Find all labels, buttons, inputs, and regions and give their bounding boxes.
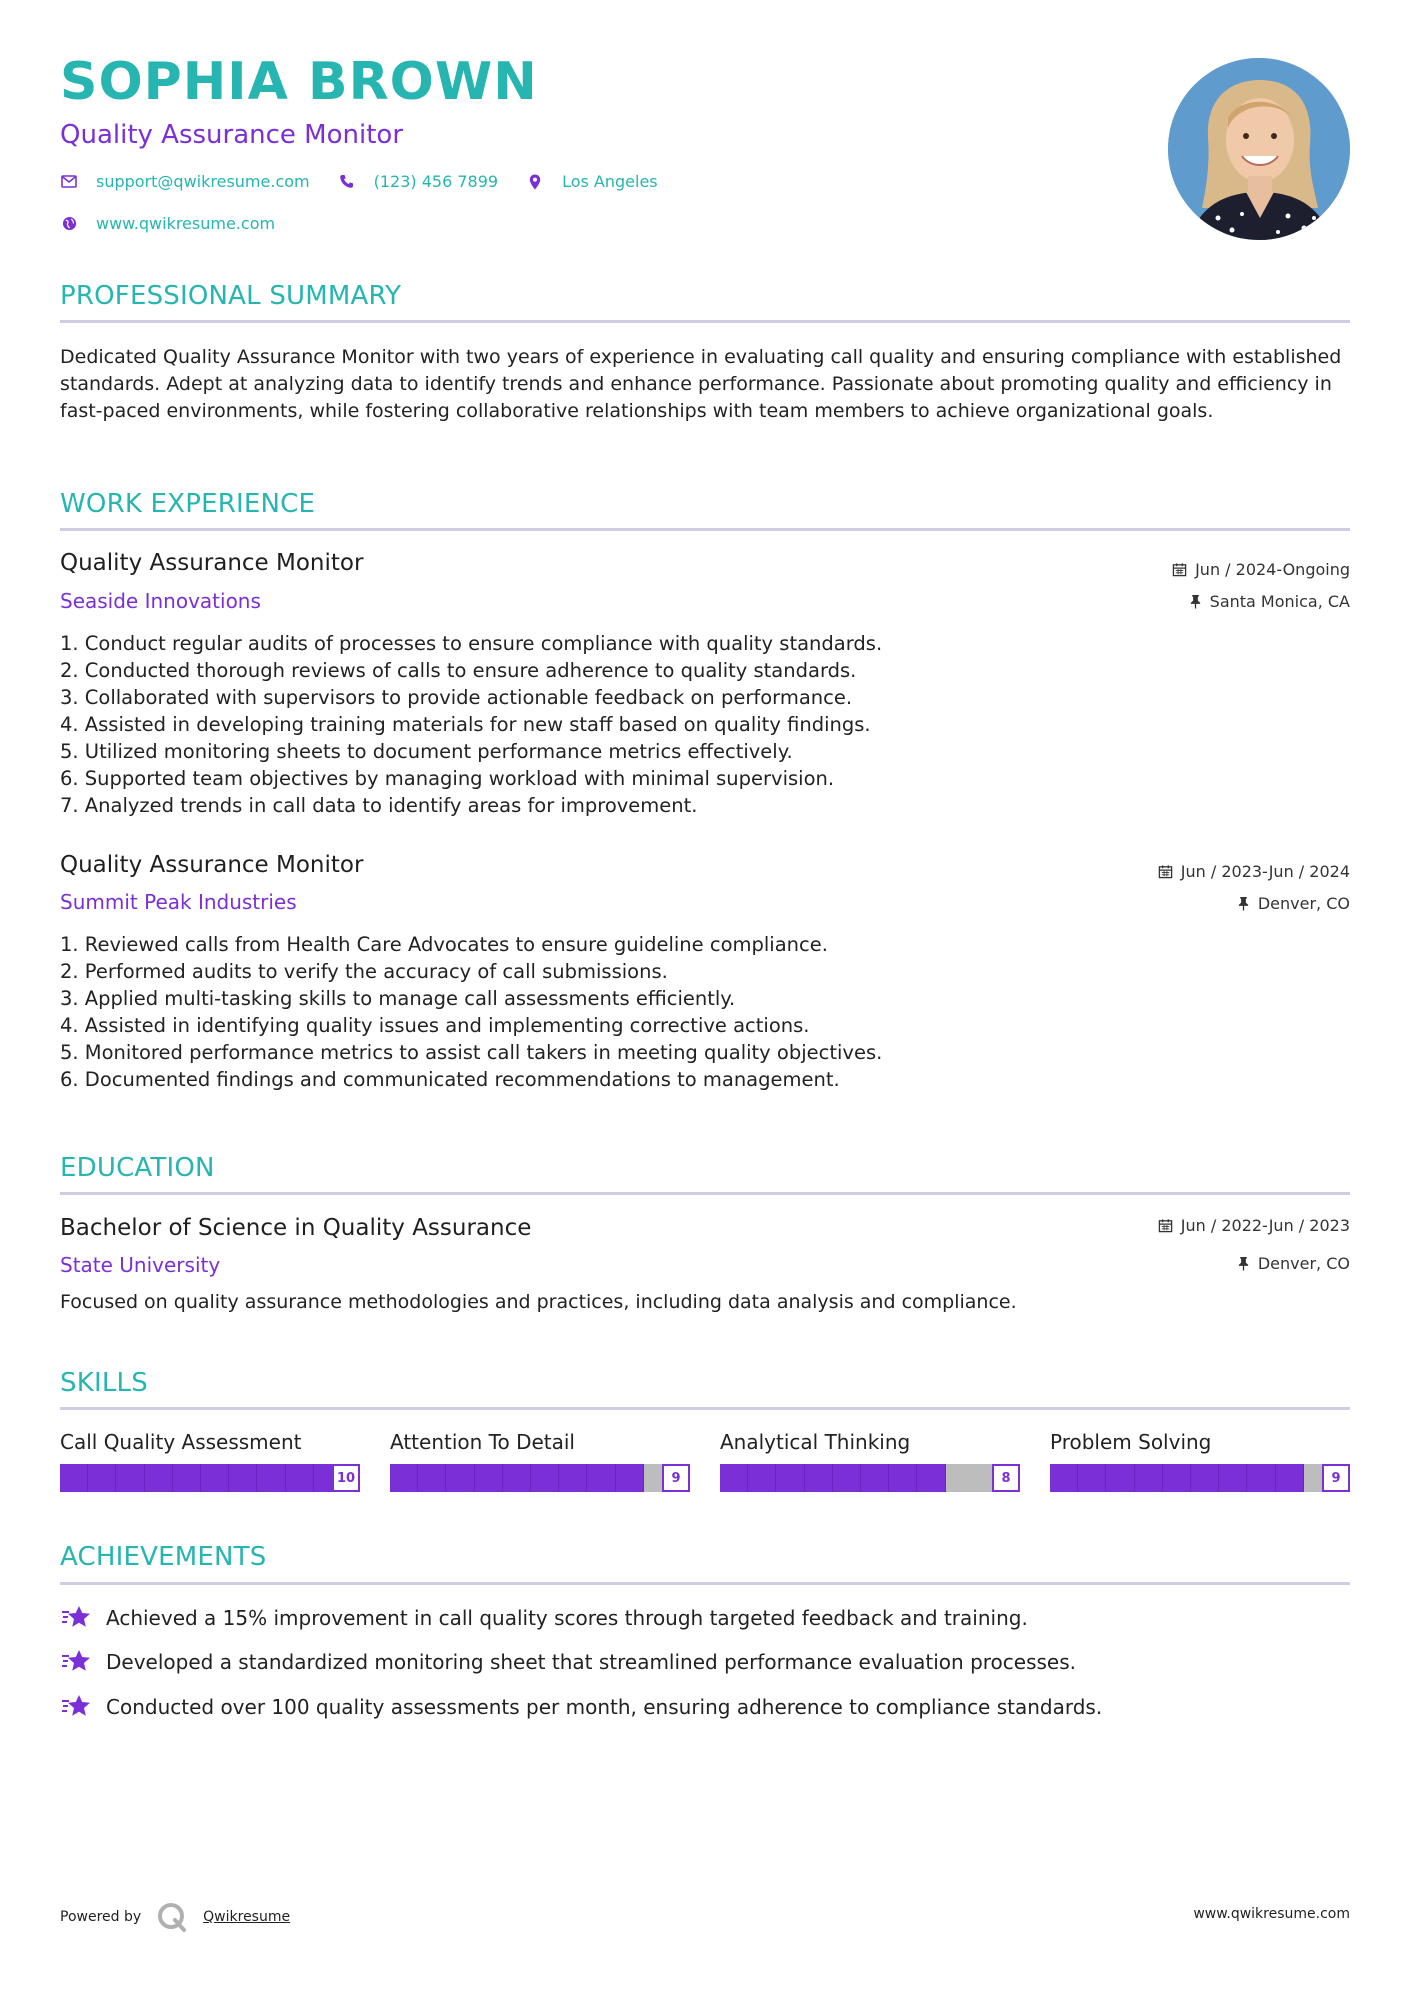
list-item: 2. Performed audits to verify the accuracy of call submissions. bbox=[60, 960, 668, 983]
list-item: 2. Conducted thorough reviews of calls to ensure adherence to quality standards. bbox=[60, 659, 857, 682]
skill-segment bbox=[861, 1464, 889, 1492]
skill-name: Call Quality Assessment bbox=[60, 1430, 302, 1454]
skill-score: 9 bbox=[662, 1464, 690, 1492]
list-item: 7. Analyzed trends in call data to identify areas for improvement. bbox=[60, 794, 698, 817]
skill-item bbox=[60, 1430, 360, 1492]
powered-by-text: Powered by bbox=[60, 1909, 142, 1925]
achievement-item bbox=[60, 1604, 1028, 1632]
skill-segment bbox=[616, 1464, 644, 1492]
education-description: Focused on quality assurance methodologies and practices, including data analysis and compliance. bbox=[60, 1291, 1017, 1313]
skill-segment bbox=[229, 1464, 257, 1492]
skill-segment bbox=[1219, 1464, 1247, 1492]
skill-segment bbox=[531, 1464, 559, 1492]
skill-segment bbox=[1276, 1464, 1304, 1492]
job-date bbox=[1158, 862, 1350, 881]
achievement-item bbox=[60, 1693, 1102, 1721]
job-location bbox=[1189, 592, 1350, 611]
phone-text: (123) 456 7899 bbox=[373, 172, 499, 191]
education-location-text: Denver, CO bbox=[1257, 1254, 1350, 1273]
section-divider bbox=[60, 320, 1350, 323]
pushpin-icon bbox=[1237, 896, 1250, 911]
skill-segment bbox=[173, 1464, 201, 1492]
achievement-text: Developed a standardized monitoring sheet that streamlined performance evaluation processes. bbox=[106, 1650, 1077, 1674]
list-item: 4. Assisted in developing training materials for new staff based on quality findings. bbox=[60, 713, 871, 736]
skill-item bbox=[1050, 1430, 1350, 1492]
summary-text: Dedicated Quality Assurance Monitor with two years of experience in evaluating call quality and ensuring compliance with established standards. Adept at analyzing data to identify trends and enhance performance. Passionate about promoting quality and efficiency in fast-paced environments, while fostering collaborative relationships with team members to achieve organizational goals. bbox=[60, 346, 1342, 422]
skill-segment bbox=[1247, 1464, 1275, 1492]
star-icon bbox=[60, 1604, 92, 1632]
section-divider bbox=[60, 1407, 1350, 1410]
website-text: www.qwikresume.com bbox=[96, 214, 276, 233]
location-text: Los Angeles bbox=[562, 172, 658, 191]
skill-segment bbox=[201, 1464, 229, 1492]
skill-segment bbox=[748, 1464, 776, 1492]
skill-level-bar bbox=[60, 1464, 360, 1492]
skill-segment bbox=[145, 1464, 173, 1492]
list-item: 5. Utilized monitoring sheets to document performance metrics effectively. bbox=[60, 740, 793, 763]
skill-name: Analytical Thinking bbox=[720, 1430, 911, 1454]
profile-photo bbox=[1168, 58, 1350, 240]
contact-row bbox=[60, 172, 686, 191]
list-item: 1. Reviewed calls from Health Care Advocates to ensure guideline compliance. bbox=[60, 933, 828, 956]
job-title: Quality Assurance Monitor bbox=[60, 550, 364, 576]
skill-level-bar bbox=[390, 1464, 690, 1492]
contact-row-2 bbox=[60, 214, 303, 233]
skill-name: Attention To Detail bbox=[390, 1430, 575, 1454]
skill-segment bbox=[559, 1464, 587, 1492]
job-date-text: Jun / 2023-Jun / 2024 bbox=[1180, 862, 1350, 881]
contact-phone[interactable] bbox=[338, 172, 498, 191]
section-divider bbox=[60, 1582, 1350, 1585]
education-date bbox=[1158, 1216, 1350, 1235]
job-bullets bbox=[60, 931, 882, 1093]
skill-level-bar bbox=[1050, 1464, 1350, 1492]
list-item: 5. Monitored performance metrics to assist call takers in meeting quality objectives. bbox=[60, 1041, 883, 1064]
section-title-skills: SKILLS bbox=[60, 1368, 148, 1398]
qwikresume-logo-icon bbox=[155, 1900, 189, 1934]
skill-level-bar bbox=[720, 1464, 1020, 1492]
company-name: Summit Peak Industries bbox=[60, 890, 297, 914]
footer-branding bbox=[60, 1900, 290, 1934]
skill-segment bbox=[587, 1464, 615, 1492]
section-title-summary: PROFESSIONAL SUMMARY bbox=[60, 281, 402, 311]
list-item: 4. Assisted in identifying quality issues and implementing corrective actions. bbox=[60, 1014, 810, 1037]
achievement-text: Conducted over 100 quality assessments per month, ensuring adherence to compliance standards. bbox=[106, 1695, 1103, 1719]
company-name: Seaside Innovations bbox=[60, 589, 261, 613]
skill-segment bbox=[1135, 1464, 1163, 1492]
skill-segment bbox=[720, 1464, 748, 1492]
school-name: State University bbox=[60, 1253, 221, 1277]
skill-item bbox=[720, 1430, 1020, 1492]
job-date-text: Jun / 2024-Ongoing bbox=[1195, 560, 1350, 579]
calendar-icon bbox=[1172, 562, 1187, 577]
list-item: 1. Conduct regular audits of processes to ensure compliance with quality standards. bbox=[60, 632, 883, 655]
section-title-achievements: ACHIEVEMENTS bbox=[60, 1542, 267, 1572]
skill-segment bbox=[286, 1464, 314, 1492]
list-item: 6. Supported team objectives by managing workload with minimal supervision. bbox=[60, 767, 835, 790]
job-title: Quality Assurance Monitor bbox=[60, 852, 364, 878]
candidate-name: SOPHIA BROWN bbox=[60, 52, 538, 112]
education-date-text: Jun / 2022-Jun / 2023 bbox=[1180, 1216, 1350, 1235]
pushpin-icon bbox=[1237, 1256, 1250, 1271]
skill-segment bbox=[776, 1464, 804, 1492]
skill-segment bbox=[446, 1464, 474, 1492]
mail-icon bbox=[60, 173, 78, 191]
skill-segment bbox=[418, 1464, 446, 1492]
skill-score: 9 bbox=[1322, 1464, 1350, 1492]
achievement-item bbox=[60, 1648, 1076, 1676]
email-text: support@qwikresume.com bbox=[96, 172, 310, 191]
job-location-text: Santa Monica, CA bbox=[1209, 592, 1350, 611]
list-item: 6. Documented findings and communicated recommendations to management. bbox=[60, 1068, 840, 1091]
footer-url[interactable]: www.qwikresume.com bbox=[1193, 1906, 1350, 1922]
skill-segment bbox=[257, 1464, 285, 1492]
section-title-education: EDUCATION bbox=[60, 1153, 215, 1183]
skill-segment bbox=[1078, 1464, 1106, 1492]
globe-icon bbox=[60, 215, 78, 233]
skill-segment bbox=[88, 1464, 116, 1492]
job-bullets bbox=[60, 630, 882, 819]
degree-title: Bachelor of Science in Quality Assurance bbox=[60, 1215, 532, 1241]
skill-segment bbox=[1106, 1464, 1134, 1492]
section-divider bbox=[60, 1192, 1350, 1195]
job-location bbox=[1237, 894, 1350, 913]
calendar-icon bbox=[1158, 864, 1173, 879]
skill-segment bbox=[503, 1464, 531, 1492]
list-item: 3. Collaborated with supervisors to provide actionable feedback on performance. bbox=[60, 686, 853, 709]
map-pin-icon bbox=[526, 173, 544, 191]
skill-segment bbox=[1191, 1464, 1219, 1492]
star-icon bbox=[60, 1648, 92, 1676]
skill-segment bbox=[116, 1464, 144, 1492]
skill-segment bbox=[917, 1464, 945, 1492]
qwikresume-link[interactable]: Qwikresume bbox=[203, 1909, 291, 1925]
skill-item bbox=[390, 1430, 690, 1492]
section-title-experience: WORK EXPERIENCE bbox=[60, 489, 316, 519]
skill-segment bbox=[390, 1464, 418, 1492]
skill-name: Problem Solving bbox=[1050, 1430, 1212, 1454]
contact-location bbox=[526, 172, 658, 191]
skill-segment bbox=[1050, 1464, 1078, 1492]
skill-segment bbox=[946, 1464, 973, 1492]
skill-score: 8 bbox=[992, 1464, 1020, 1492]
phone-icon bbox=[338, 173, 356, 191]
list-item: 3. Applied multi-tasking skills to manage call assessments efficiently. bbox=[60, 987, 736, 1010]
pushpin-icon bbox=[1189, 594, 1202, 609]
candidate-role: Quality Assurance Monitor bbox=[60, 120, 404, 150]
skill-segment bbox=[889, 1464, 917, 1492]
calendar-icon bbox=[1158, 1218, 1173, 1233]
achievement-text: Achieved a 15% improvement in call quality scores through targeted feedback and training. bbox=[106, 1606, 1028, 1630]
skill-score: 10 bbox=[332, 1464, 360, 1492]
skill-segment bbox=[833, 1464, 861, 1492]
contact-email[interactable] bbox=[60, 172, 310, 191]
job-location-text: Denver, CO bbox=[1257, 894, 1350, 913]
skill-segment bbox=[475, 1464, 503, 1492]
job-date bbox=[1172, 560, 1350, 579]
education-location bbox=[1237, 1254, 1350, 1273]
skill-segment bbox=[805, 1464, 833, 1492]
contact-website[interactable] bbox=[60, 214, 275, 233]
skill-segment bbox=[1163, 1464, 1191, 1492]
star-icon bbox=[60, 1693, 92, 1721]
section-divider bbox=[60, 528, 1350, 531]
resume-page bbox=[60, 0, 1350, 1990]
skill-segment bbox=[60, 1464, 88, 1492]
